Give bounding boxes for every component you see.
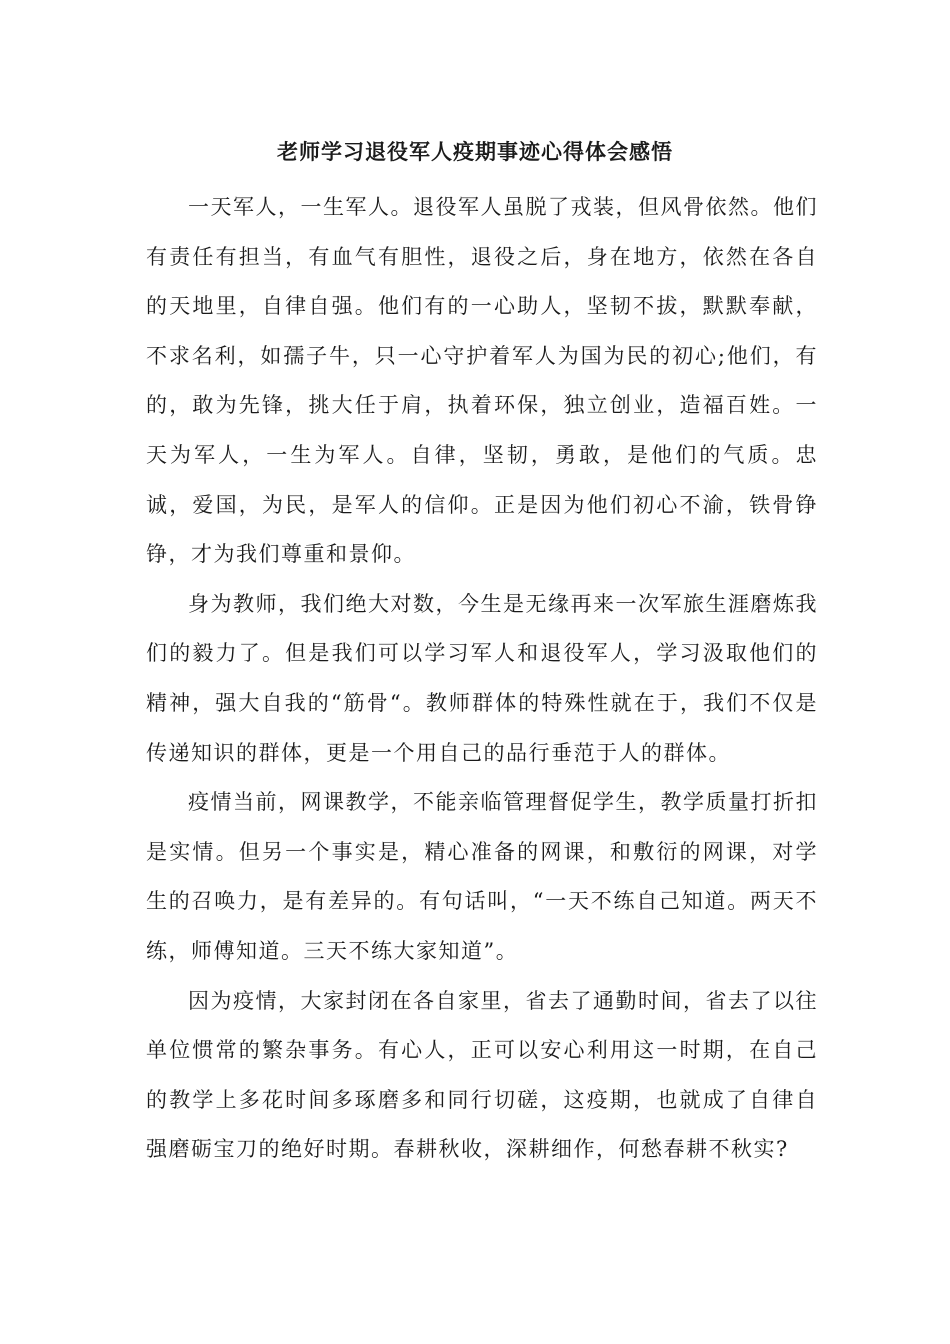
paragraph: 疫情当前，网课教学，不能亲临管理督促学生，教学质量打折扣是实情。但另一个事实是，精心准备的网课，和敷衍的网课，对学生的召唤力，是有差异的。有句话叫，“一天不练自己知道。两天不练，师傅知道。三天不练大家知道”。	[146, 790, 818, 963]
document-title: 老师学习退役军人疫期事迹心得体会感悟	[277, 139, 673, 164]
document-body	[146, 183, 818, 1175]
paragraph: 一天军人，一生军人。退役军人虽脱了戎装，但风骨依然。他们有责任有担当，有血气有胆性，退役之后，身在地方，依然在各自的天地里，自律自强。他们有的一心助人，坚韧不拔，默默奉献，不求名利，如孺子牛，只一心守护着军人为国为民的初心;他们，有的，敢为先锋，挑大任于肩，执着环保，独立创业，造福百姓。一天为军人，一生为军人。自律，坚韧，勇敢，是他们的气质。忠诚，爱国，为民，是军人的信仰。正是因为他们初心不渝，铁骨铮铮，才为我们尊重和景仰。	[146, 195, 818, 567]
paragraph: 因为疫情，大家封闭在各自家里，省去了通勤时间，省去了以往单位惯常的繁杂事务。有心人，正可以安心利用这一时期，在自己的教学上多花时间多琢磨多和同行切磋，这疫期，也就成了自律自强磨砺宝刀的绝好时期。春耕秋收，深耕细作，何愁春耕不秋实?	[146, 988, 818, 1162]
paragraph: 身为教师，我们绝大对数，今生是无缘再来一次军旅生涯磨炼我们的毅力了。但是我们可以学习军人和退役军人，学习汲取他们的精神，强大自我的“筋骨“。教师群体的特殊性就在于，我们不仅是传递知识的群体，更是一个用自己的品行垂范于人的群体。	[146, 591, 818, 765]
